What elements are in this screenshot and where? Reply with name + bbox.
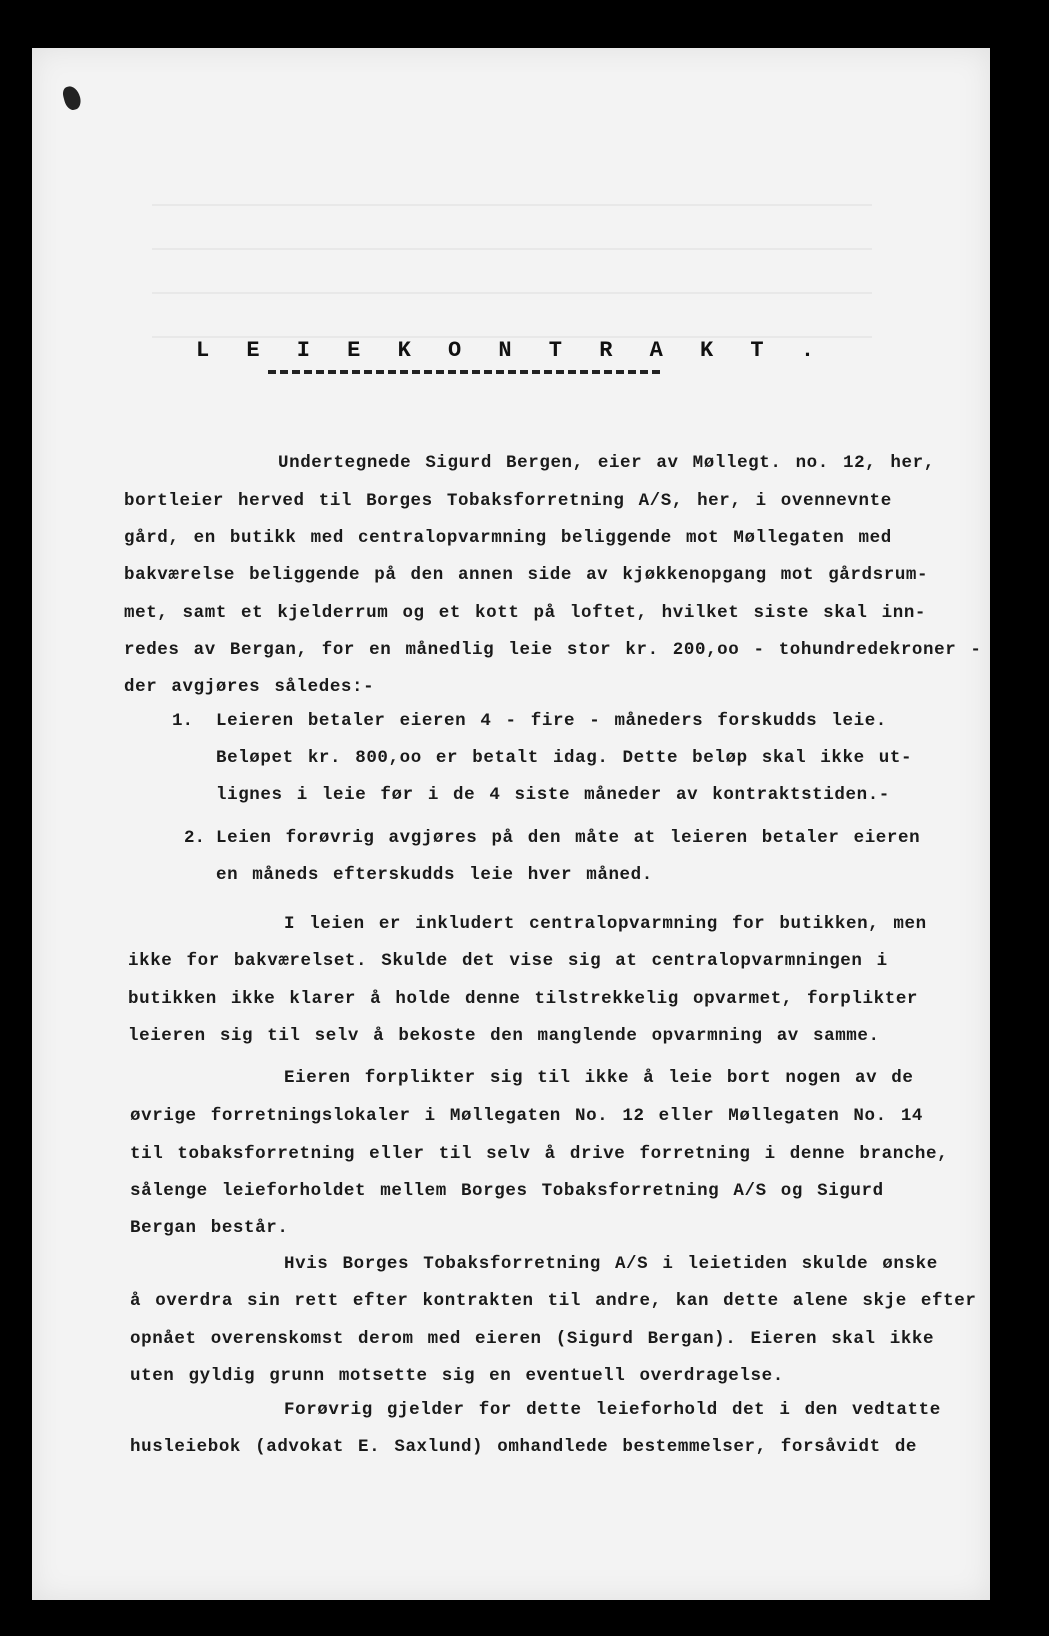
text-line: bakværelse beliggende på den annen side av kjøkkenopgang mot gårdsrum- [124,565,929,585]
text-line: til tobaksforretning eller til selv å drive forretning i denne branche, [130,1144,949,1164]
text-line: lignes i leie før i de 4 siste måneder av kontraktstiden.- [216,785,890,805]
text-line: husleiebok (advokat E. Saxlund) omhandlede bestemmelser, forsåvidt de [130,1437,918,1457]
document-page [32,48,990,1600]
item-number: 2. [184,828,206,848]
text-line: Eieren forplikter sig til ikke å leie bort nogen av de [284,1068,914,1088]
document-title: L E I E K O N T R A K T . [195,338,827,363]
text-line: met, samt et kjelderrum og et kott på loftet, hvilket siste skal inn- [124,603,927,623]
text-line: Hvis Borges Tobaksforretning A/S i leietiden skulde ønske [284,1254,938,1274]
text-line: Beløpet kr. 800,oo er betalt idag. Dette beløp skal ikke ut- [216,748,913,768]
text-line: uten gyldig grunn motsette sig en eventuell overdragelse. [130,1366,784,1386]
text-line: redes av Bergan, for en månedlig leie stor kr. 200,oo - tohundredekroner - [124,640,982,660]
item-number: 1. [172,711,194,731]
text-line: butikken ikke klarer å holde denne tilstrekkelig opvarmet, forplikter [128,989,919,1009]
text-line: sålenge leieforholdet mellem Borges Tobaksforretning A/S og Sigurd [130,1181,884,1201]
text-line: bortleier herved til Borges Tobaksforretning A/S, her, i ovennevnte [124,491,892,511]
text-line: ikke for bakværelset. Skulde det vise sig at centralopvarmningen i [128,951,888,971]
text-line: opnået overenskomst derom med eieren (Sigurd Bergan). Eieren skal ikke [130,1329,935,1349]
title-underline [268,370,660,374]
text-line: Forøvrig gjelder for dette leieforhold det i den vedtatte [284,1400,941,1420]
text-line: Undertegnede Sigurd Bergen, eier av Møllegt. no. 12, her, [278,453,935,473]
ink-smudge [61,84,83,111]
text-line: I leien er inkludert centralopvarmning for butikken, men [284,914,927,934]
text-line: leieren sig til selv å bekoste den manglende opvarmning av samme. [128,1026,880,1046]
text-line: en måneds efterskudds leie hver måned. [216,865,653,885]
text-line: Leien forøvrig avgjøres på den måte at leieren betaler eieren [216,828,921,848]
text-line: der avgjøres således:- [124,677,375,697]
text-line: å overdra sin rett efter kontrakten til andre, kan dette alene skje efter [130,1291,977,1311]
text-line: øvrige forretningslokaler i Møllegaten No. 12 eller Møllegaten No. 14 [130,1106,924,1126]
text-line: Leieren betaler eieren 4 - fire - måneders forskudds leie. [216,711,887,731]
text-line: Bergan består. [130,1218,289,1238]
text-line: gård, en butikk med centralopvarmning beliggende mot Møllegaten med [124,528,892,548]
